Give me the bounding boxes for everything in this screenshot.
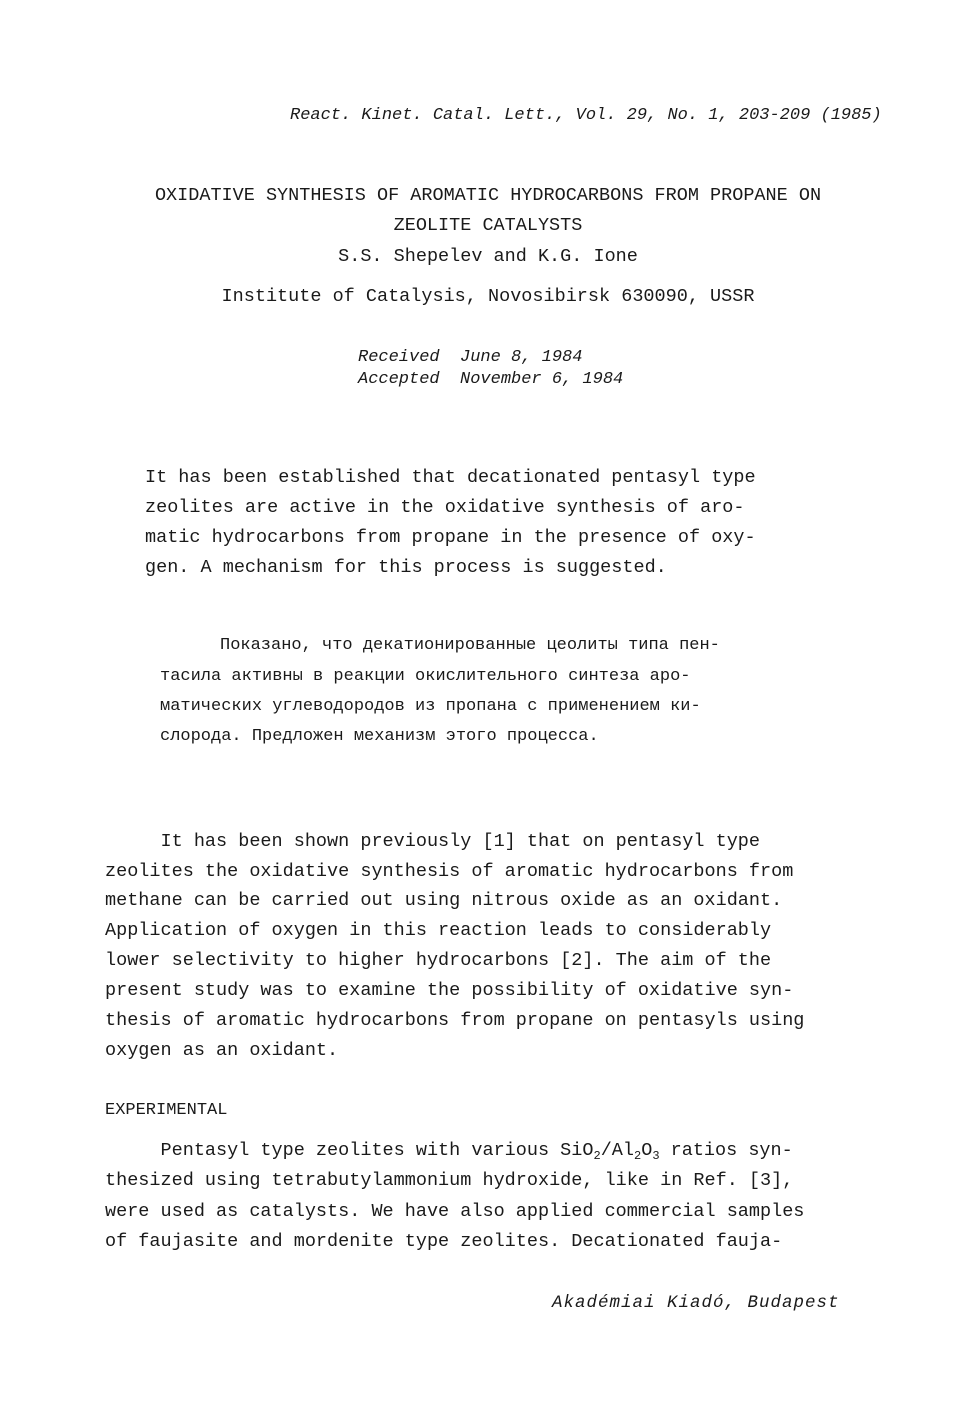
paper-title-line-2: ZEOLITE CATALYSTS [393,215,583,236]
abstract-en-line: matic hydrocarbons from propane in the presence of oxy- [145,527,756,548]
affiliation: Institute of Catalysis, Novosibirsk 630090, USSR [221,286,755,307]
accepted-date: Accepted November 6, 1984 [358,370,624,389]
abstract-ru-line: слорода. Предложен механизм этого процесса. [160,727,599,746]
intro-line: oxygen as an oxidant. [105,1040,339,1061]
experimental-text: O [641,1140,653,1161]
experimental-text: Pentasyl type zeolites with various SiO [105,1140,594,1161]
abstract-ru-line: тасила активны в реакции окислительного синтеза аро- [160,667,691,686]
experimental-line: of faujasite and mordenite type zeolites. Decationated fauja- [105,1231,783,1252]
abstract-ru-line: матических углеводородов из пропана с применением ки- [160,697,701,716]
abstract-en-line: gen. A mechanism for this process is suggested. [145,557,667,578]
intro-line: thesis of aromatic hydrocarbons from propane on pentasyls using [105,1010,805,1031]
intro-line: Application of oxygen in this reaction leads to considerably [105,920,772,941]
intro-line: zeolites the oxidative synthesis of aromatic hydrocarbons from [105,861,794,882]
abstract-en-line: zeolites are active in the oxidative synthesis of aro- [145,497,745,518]
publisher-footer: Akadémiai Kiadó, Budapest [552,1293,840,1313]
intro-line: lower selectivity to higher hydrocarbons [2]. The aim of the [105,950,772,971]
subscript: 3 [652,1149,660,1163]
intro-line: It has been shown previously [1] that on pentasyl type [105,831,761,852]
abstract-ru-line: Показано, что декатионированные цеолиты типа пен- [220,636,720,655]
experimental-text: ratios syn- [659,1140,793,1161]
abstract-en-line: It has been established that decationated pentasyl type [145,467,756,488]
authors: S.S. Shepelev and K.G. Ione [338,246,638,267]
intro-line: present study was to examine the possibility of oxidative syn- [105,980,794,1001]
received-date: Received June 8, 1984 [358,348,583,367]
experimental-text: /Al [600,1140,634,1161]
subscript: 2 [593,1149,601,1163]
experimental-line: were used as catalysts. We have also applied commercial samples [105,1201,805,1222]
subscript: 2 [634,1149,642,1163]
paper-title-line-1: OXIDATIVE SYNTHESIS OF AROMATIC HYDROCARBONS FROM PROPANE ON [154,185,822,206]
section-heading-experimental: EXPERIMENTAL [105,1101,228,1120]
experimental-line: thesized using tetrabutylammonium hydroxide, like in Ref. [3], [105,1170,794,1191]
intro-line: methane can be carried out using nitrous oxide as an oxidant. [105,890,783,911]
experimental-line-1 [105,1139,793,1163]
journal-citation: React. Kinet. Catal. Lett., Vol. 29, No. 1, 203-209 (1985) [290,106,882,125]
